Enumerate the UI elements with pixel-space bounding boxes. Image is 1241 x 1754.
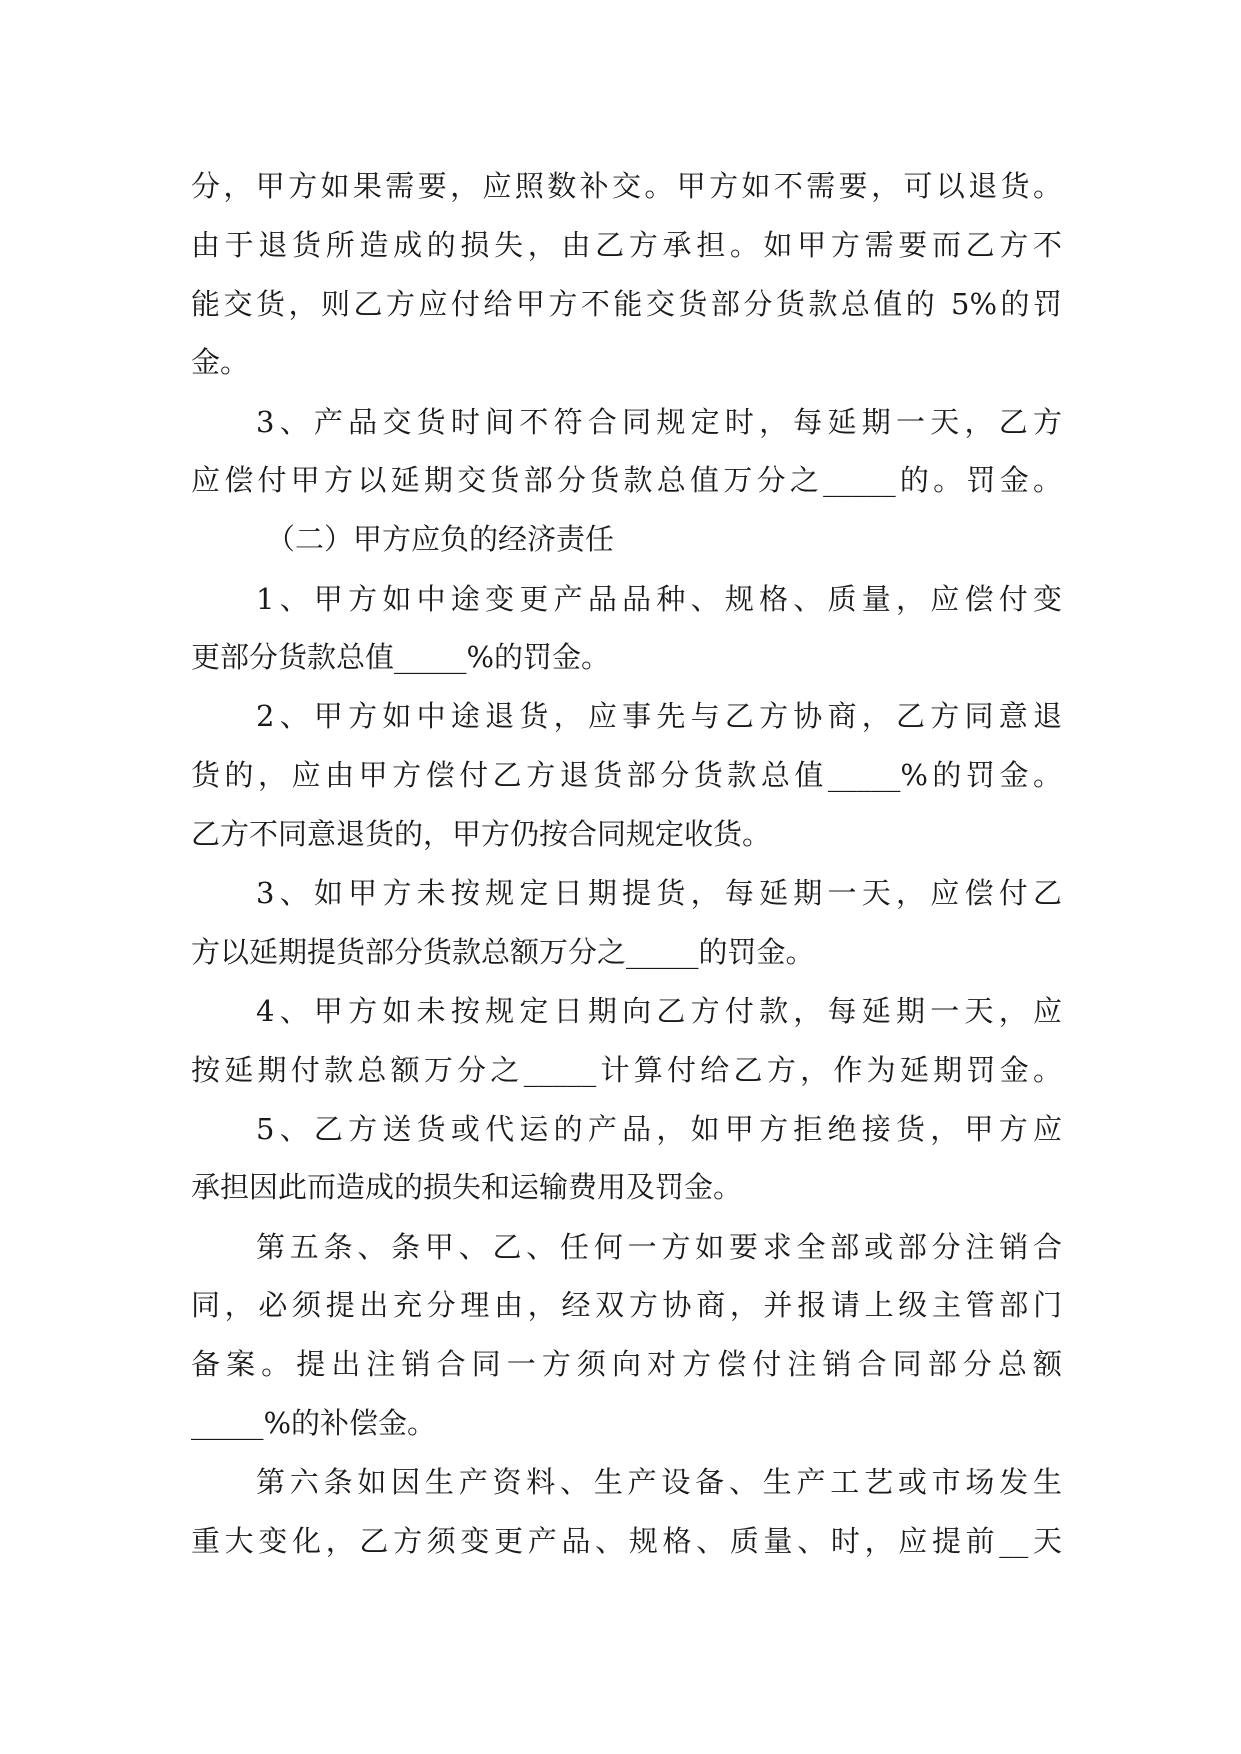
text-line: 2、甲方如中途退货，应事先与乙方协商，乙方同意退	[256, 699, 1062, 733]
text-line: 同，必须提出充分理由，经双方协商，并报请上级主管部门	[191, 1288, 1062, 1322]
text-line: 备案。提出注销合同一方须向对方偿付注销合同部分总额	[191, 1347, 1062, 1381]
text-line: 乙方不同意退货的，甲方仍按合同规定收货。	[191, 817, 772, 851]
text-line: 应偿付甲方以延期交货部分货款总值万分之_____的。罚金。	[191, 463, 1062, 497]
text-line: 3、产品交货时间不符合同规定时，每延期一天，乙方	[256, 405, 1062, 439]
section-heading: （二）甲方应负的经济责任	[266, 522, 615, 556]
text-line: _____%的补偿金。	[191, 1406, 437, 1440]
text-line: 金。	[191, 345, 250, 379]
text-line: 1、甲方如中途变更产品品种、规格、质量，应偿付变	[256, 582, 1062, 616]
text-line: 分，甲方如果需要，应照数补交。甲方如不需要，可以退货。	[191, 169, 1062, 203]
text-line: 由于退货所造成的损失，由乙方承担。如甲方需要而乙方不	[191, 228, 1062, 262]
text-line: 3、如甲方未按规定日期提货，每延期一天，应偿付乙	[256, 876, 1062, 910]
text-line: 能交货，则乙方应付给甲方不能交货部分货款总值的 5%的罚	[191, 287, 1062, 321]
text-line: 承担因此而造成的损失和运输费用及罚金。	[191, 1170, 743, 1204]
text-line: 货的，应由甲方偿付乙方退货部分货款总值_____%的罚金。	[191, 758, 1062, 792]
text-line: 4、甲方如未按规定日期向乙方付款，每延期一天，应	[256, 994, 1062, 1028]
text-line: 方以延期提货部分货款总额万分之_____的罚金。	[191, 935, 815, 969]
text-line: 更部分货款总值_____%的罚金。	[191, 640, 611, 674]
text-line: 重大变化，乙方须变更产品、规格、质量、时，应提前__天	[191, 1524, 1062, 1558]
text-line: 第五条、条甲、乙、任何一方如要求全部或部分注销合	[256, 1230, 1062, 1264]
text-line: 第六条如因生产资料、生产设备、生产工艺或市场发生	[256, 1465, 1062, 1499]
text-line: 按延期付款总额万分之_____计算付给乙方，作为延期罚金。	[191, 1053, 1062, 1087]
text-line: 5、乙方送货或代运的产品，如甲方拒绝接货，甲方应	[256, 1112, 1062, 1146]
